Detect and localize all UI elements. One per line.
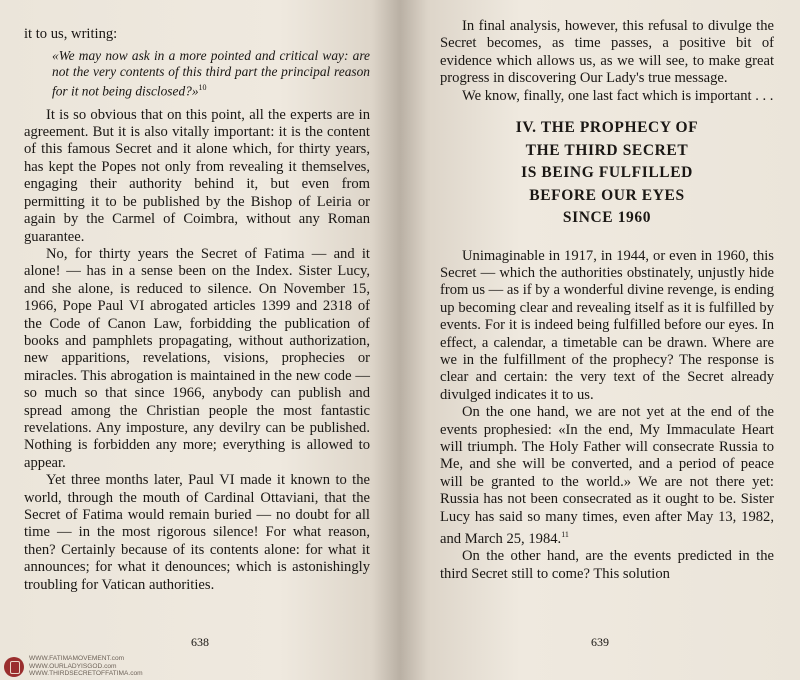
page-number-right: 639 — [591, 635, 609, 649]
watermark-line: WWW.OURLADYISGOD.com — [29, 662, 117, 670]
footnote-ref: 11 — [561, 530, 569, 540]
watermark-line: WWW.THIRDSECRETOFFATIMA.com — [29, 670, 143, 678]
shield-crest-icon — [4, 657, 24, 677]
opening-line: it to us, writing: — [24, 26, 118, 42]
right-page — [400, 0, 800, 680]
block-quote — [24, 48, 370, 98]
paragraph — [440, 404, 774, 548]
page-number-left: 638 — [191, 635, 209, 649]
footnote-ref: 10 — [198, 82, 207, 92]
heading-line: THE THIRD SECRET — [525, 141, 689, 159]
watermark-text — [29, 655, 143, 678]
paragraph-text: On the one hand, we are not yet at the end of the events prophesied: «In the end, My Immaculate Heart will triumph. The Holy Father will consecrate Russia to Me, and she will be converted, and a period of peace will be granted to the world.» We are not there yet: Russia has not been consecrated as it ought to be. Sister Lucy has said so many times, even after May 13, 1982, and March 25, 1984. — [440, 404, 774, 547]
quote-text: «We may now ask in a more pointed and critical way: are not the very contents of this third part the principal reason for it not being disclosed?» — [52, 48, 370, 99]
paragraph: Yet three months later, Paul VI made it known to the world, through the mouth of Cardinal Ottaviani, that the Secret of Fatima would remain buried — no doubt for all time — in the most rigorous silence! For what reason, then? Certainly because of its contents alone: for what it announces; for what it denounces; which is astonishingly troubling for Vatican authorities. — [24, 472, 370, 593]
heading-line: BEFORE OUR EYES — [529, 186, 685, 204]
heading-line: IS BEING FULFILLED — [521, 164, 693, 182]
watermark-line: WWW.FATIMAMOVEMENT.com — [29, 655, 125, 663]
site-watermark — [4, 655, 143, 678]
paragraph: On the other hand, are the events predicted in the third Secret still to come? This solution — [440, 548, 774, 582]
paragraph: Unimaginable in 1917, in 1944, or even in 1960, this Secret — which the authorities obstinately, unjustly hide from us — as if by a wonderful divine revenge, is ending up becoming clear and revealing itself as it is fulfilled by events. For it is indeed being fulfilled before our eyes. In effect, a calendar, a timetable can be drawn. Where are we in the fulfillment of the prophecy? The response is clear and certain: the very text of the Secret already divulged indicates it to us. — [440, 247, 774, 403]
paragraph: We know, finally, one last fact which is important . . . — [462, 87, 774, 104]
heading-line: IV. THE PROPHECY OF — [515, 119, 699, 137]
paragraph: No, for thirty years the Secret of Fatima — and it alone! — has in a sense been on the Index. Sister Lucy, and she alone, is reduced to silence. On November 15, 1966, Pope Paul VI abrogated articles 1399 and 2318 of the Code of Canon Law, forbidding the publication of books and pamphlets propagating, without authorization, new apparitions, revelations, visions, prophecies or miracles. This abrogation is maintained in the new code — so much so that since 1966, anybody can publish and spread among the Christian people the most fantastic revelations. Any imposture, any devilry can be published. Nothing is forbidden any more; everything is allowed to appear. — [24, 245, 370, 471]
heading-line: SINCE 1960 — [562, 209, 652, 227]
paragraph: In final analysis, however, this refusal to divulge the Secret becomes, as time passes, a positive bit of evidence which allows us, as we will see, to make great progress in discovering Our Lady's true message. — [440, 18, 774, 87]
section-heading — [440, 117, 774, 230]
paragraph: It is so obvious that on this point, all the experts are in agreement. But it is also vitally important: it is the content of this famous Secret and it alone which, for thirty years, has kept the Popes not only from revealing it themselves, engaging their authority behind it, but even from permitting it to be published by the Bishop of Leiria or again by the Carmel of Coimbra, without any Roman guarantee. — [24, 106, 370, 245]
